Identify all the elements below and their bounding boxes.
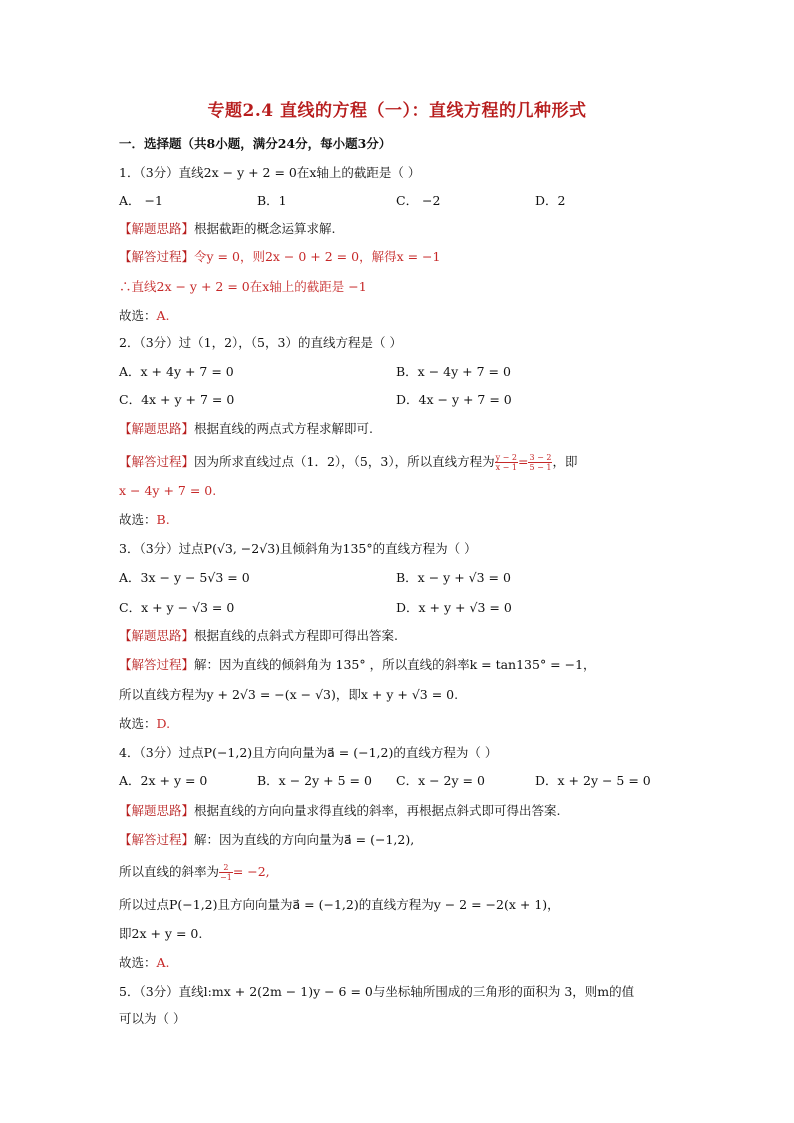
choose-label: 故选：: [119, 716, 157, 731]
q4-option-d: D．x + 2y − 5 = 0: [535, 773, 651, 788]
q2-option-d: D．4x − y + 7 = 0: [396, 392, 512, 407]
q4-answer: [119, 955, 170, 971]
q1-stem: 1．（3分）直线2x − y + 2 = 0在x轴上的截距是（ ）: [119, 165, 421, 180]
q2-option-c: C．4x + y + 7 = 0: [119, 392, 235, 407]
q2-process: [119, 453, 577, 472]
choose-label: 故选：: [119, 308, 157, 323]
q2-answer: [119, 512, 170, 528]
thinking-label: 【解题思路】: [119, 628, 195, 643]
q1-process: [119, 249, 440, 265]
q1-thinking: [119, 221, 336, 237]
q4-stem: 4．（3分）过点P(−1,2)且方向向量为a⃗ = (−1,2)的直线方程为（ ）: [119, 745, 498, 760]
q2-thinking-text: 根据直线的两点式方程求解即可.: [194, 421, 373, 436]
q1-option-d: D．2: [535, 193, 566, 208]
q1-option-c: C． −2: [396, 193, 441, 208]
q3-option-d: D．x + y + √3 = 0: [396, 600, 512, 615]
q2-equals: =: [518, 454, 529, 469]
q2-thinking: [119, 421, 373, 437]
q2-process-text: 因为所求直线过点（1．2），（5，3），所以直线方程为: [194, 454, 495, 469]
q1-option-a: A． −1: [119, 193, 163, 208]
q2-fraction-2: $\frac{3 - 2}{5 - 1}$: [529, 453, 552, 472]
process-label: 【解答过程】: [119, 454, 195, 469]
q4-option-b: B．x − 2y + 5 = 0: [257, 773, 372, 788]
q1-answer-value: A.: [156, 308, 170, 323]
q3-stem: 3．（3分）过点P(√3, −2√3)且倾斜角为135°的直线方程为（ ）: [119, 541, 477, 556]
q3-option-c: C．x + y − √3 = 0: [119, 600, 235, 615]
q4-option-c: C．x − 2y = 0: [396, 773, 485, 788]
q2-stem: 2．（3分）过（1，2），（5，3）的直线方程是（ ）: [119, 335, 402, 350]
thinking-label: 【解题思路】: [119, 221, 195, 236]
q3-answer: [119, 716, 170, 732]
q1-answer: [119, 308, 170, 324]
thinking-label: 【解题思路】: [119, 421, 195, 436]
q4-slope-fraction: $\frac{2}{-1}$: [220, 863, 232, 882]
q3-process: [119, 657, 596, 673]
q4-process-4: 即2x + y = 0.: [119, 926, 203, 941]
q1-conclusion: ∴直线2x − y + 2 = 0在x轴上的截距是 −1: [119, 279, 367, 294]
q1-thinking-text: 根据截距的概念运算求解.: [194, 221, 336, 236]
choose-label: 故选：: [119, 512, 157, 527]
section-heading: 一．选择题（共8小题，满分24分，每小题3分）: [119, 136, 392, 151]
process-label: 【解答过程】: [119, 249, 195, 264]
q1-option-b: B．1: [257, 193, 287, 208]
q4-process: [119, 832, 414, 848]
q2-option-b: B．x − 4y + 7 = 0: [396, 364, 511, 379]
q3-thinking-text: 根据直线的点斜式方程即可得出答案.: [194, 628, 398, 643]
q2-fraction-1: $\frac{y - 2}{x - 1}$: [495, 453, 517, 472]
q4-process-3: 所以过点P(−1,2)且方向向量为a⃗ = (−1,2)的直线方程为y − 2 = −2(x + 1)，: [119, 897, 560, 912]
q3-answer-value: D.: [156, 716, 171, 731]
q5-stem: 5．（3分）直线l:mx + 2(2m − 1)y − 6 = 0与坐标轴所围成的三角形的面积为 3，则m的值: [119, 984, 635, 999]
q4-thinking-text: 根据直线的方向向量求得直线的斜率，再根据点斜式即可得出答案.: [194, 803, 561, 818]
q4-answer-value: A.: [156, 955, 170, 970]
q3-option-a: A．3x − y − 5√3 = 0: [119, 570, 250, 585]
q4-option-a: A．2x + y = 0: [119, 773, 208, 788]
q1-process-text: 令y = 0，则2x − 0 + 2 = 0，解得x = −1: [194, 249, 441, 264]
thinking-label: 【解题思路】: [119, 803, 195, 818]
q3-process-text: 解：因为直线的倾斜角为 135° ，所以直线的斜率k = tan135° = −1，: [194, 657, 596, 672]
q2-option-a: A．x + 4y + 7 = 0: [119, 364, 234, 379]
q4-process-2: 所以直线的斜率为 $\frac{2}{-1}$ = −2,: [119, 863, 270, 882]
q5-stem-2: 可以为（ ）: [119, 1011, 186, 1026]
q2-answer-value: B.: [156, 512, 170, 527]
q4-process-text: 解：因为直线的方向向量为a⃗ = (−1,2),: [194, 832, 415, 847]
page-title: 专题2.4 直线的方程（一）：直线方程的几种形式: [207, 101, 587, 121]
q2-process-tail: ，即: [552, 454, 578, 469]
q4-thinking: [119, 803, 561, 819]
q3-process-2: 所以直线方程为y + 2√3 = −(x − √3)，即x + y + √3 = 0.: [119, 687, 459, 702]
q3-option-b: B．x − y + √3 = 0: [396, 570, 511, 585]
process-label: 【解答过程】: [119, 657, 195, 672]
process-label: 【解答过程】: [119, 832, 195, 847]
q3-thinking: [119, 628, 398, 644]
q2-process-result: x − 4y + 7 = 0.: [119, 483, 217, 498]
choose-label: 故选：: [119, 955, 157, 970]
